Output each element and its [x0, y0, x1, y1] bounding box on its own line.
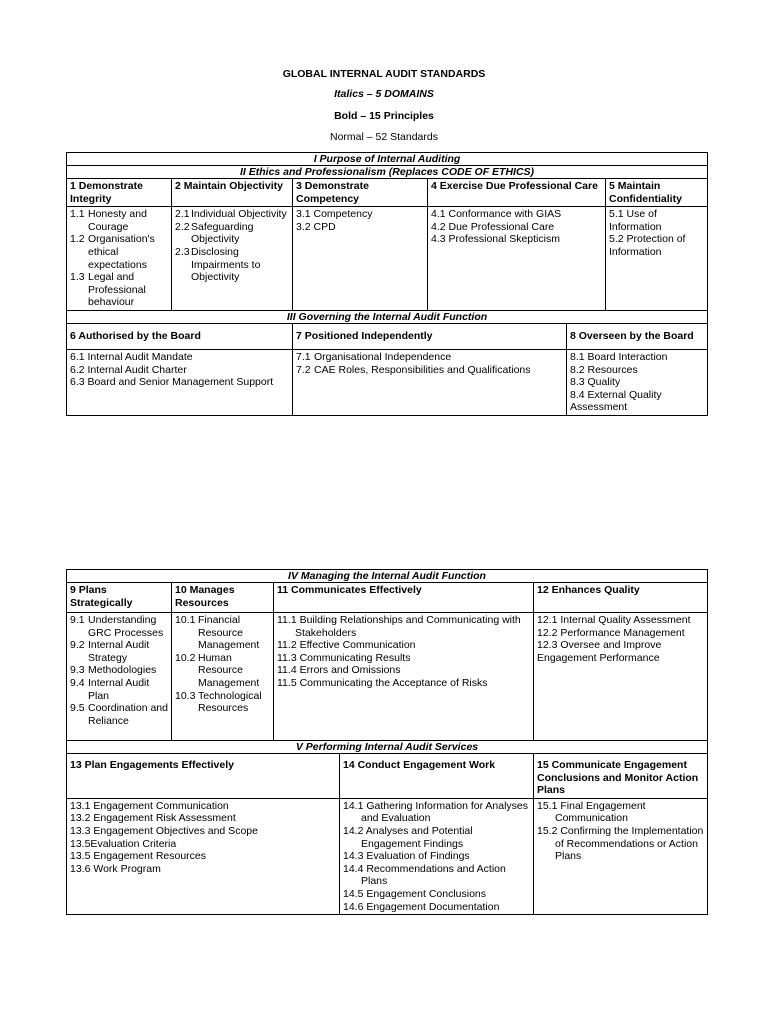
standard-item: 6.1 Internal Audit Mandate	[70, 350, 193, 363]
standards-14	[340, 798, 534, 914]
standard-item: 7.1 Organisational Independence	[296, 350, 452, 363]
principle-5: 5 Maintain Confidentiality	[606, 179, 708, 207]
standard-item: 13.6 Work Program	[70, 862, 161, 875]
standard-item: 8.3 Quality	[570, 376, 621, 389]
standard-item: 5.1 Use of Information	[609, 208, 662, 233]
principle-6: 6 Authorised by the Board	[67, 323, 293, 349]
page-title: GLOBAL INTERNAL AUDIT STANDARDS	[282, 68, 486, 80]
standards-9	[67, 613, 172, 741]
standard-item: 4.3 Professional Skepticism	[431, 233, 560, 246]
standard-item: 7.2 CAE Roles, Responsibilities and Qualifications	[296, 363, 531, 376]
standards-13	[67, 798, 340, 914]
principle-13: 13 Plan Engagements Effectively	[67, 754, 340, 799]
standard-item: 11.5 Communicating the Acceptance of Risks	[277, 676, 488, 689]
standard-item: 13.3 Engagement Objectives and Scope	[70, 824, 258, 837]
legend-principles: Bold – 15 Principles	[334, 110, 434, 122]
standard-item: 14.2 Analyses and Potential Engagement Findings	[343, 824, 473, 850]
standard-item: 14.6 Engagement Documentation	[343, 900, 500, 913]
principle-14: 14 Conduct Engagement Work	[340, 754, 534, 799]
standard-item: 12.1 Internal Quality Assessment	[537, 614, 691, 626]
domain-4: IV Managing the Internal Audit Function	[67, 570, 708, 583]
standards-3	[293, 207, 428, 311]
domain-3: III Governing the Internal Audit Function	[67, 310, 708, 323]
standards-5	[606, 207, 708, 311]
principle-2: 2 Maintain Objectivity	[172, 179, 293, 207]
domain-5: V Performing Internal Audit Services	[67, 741, 708, 754]
standard-item: 11.3 Communicating Results	[277, 651, 411, 664]
principle-10: 10 Manages Resources	[172, 583, 274, 613]
standard-item: 12.3 Oversee and Improve Engagement Performance	[537, 639, 662, 664]
standard-item: 10.1 Financial Resource Management	[175, 614, 260, 652]
standard-item: 1.2 Organisation's ethical expectations	[70, 233, 155, 271]
standard-item: 15.2 Confirming the Implementation of Recommendations or Action Plans	[537, 824, 704, 863]
standard-item: 13.5 Engagement Resources	[70, 850, 207, 863]
domain-2: II Ethics and Professionalism (Replaces CODE OF ETHICS)	[67, 166, 708, 179]
principle-8: 8 Overseen by the Board	[567, 323, 708, 349]
standard-item: 3.2 CPD	[296, 220, 336, 233]
standards-10	[172, 613, 274, 741]
standards-1	[67, 207, 172, 311]
principle-11: 11 Communicates Effectively	[274, 583, 534, 613]
principle-1: 1 Demonstrate Integrity	[67, 179, 172, 207]
legend-domains: Italics – 5 DOMAINS	[334, 88, 434, 100]
principle-12: 12 Enhances Quality	[534, 583, 708, 613]
standard-item: 15.1 Final Engagement Communication	[537, 799, 646, 825]
standard-item: 9.2 Internal Audit Strategy	[70, 639, 150, 664]
standard-item: 14.3 Evaluation of Findings	[343, 850, 470, 863]
standard-item: 14.5 Engagement Conclusions	[343, 887, 487, 900]
standard-item: 6.3 Board and Senior Management Support	[70, 376, 274, 389]
standard-item: 10.2 Human Resource Management	[175, 651, 260, 689]
standards-7	[293, 349, 567, 415]
standard-item: 14.4 Recommendations and Action Plans	[343, 862, 506, 888]
standards-4	[428, 207, 606, 311]
standard-item: 6.2 Internal Audit Charter	[70, 363, 187, 376]
standard-item: 14.1 Gathering Information for Analyses and Evaluation	[343, 799, 529, 825]
standard-item: 2.2 Safeguarding Objectivity	[175, 220, 254, 246]
standard-item: 5.2 Protection of Information	[609, 233, 686, 258]
standard-item: 10.3 Technological Resources	[175, 689, 262, 715]
standard-item: 13.1 Engagement Communication	[70, 799, 229, 812]
standards-11	[274, 613, 534, 741]
standards-12	[534, 613, 708, 741]
standards-8	[567, 349, 708, 415]
principle-4: 4 Exercise Due Professional Care	[428, 179, 606, 207]
principle-15: 15 Communicate Engagement Conclusions and Monitor Action Plans	[534, 754, 708, 799]
standard-item: 9.1 Understanding GRC Processes	[70, 614, 164, 639]
standard-item: 9.3 Methodologies	[70, 664, 157, 677]
standard-item: 11.4 Errors and Omissions	[277, 664, 401, 677]
standard-item: 9.5 Coordination and Reliance	[70, 702, 168, 727]
principle-3: 3 Demonstrate Competency	[293, 179, 428, 207]
standard-item: 2.3 Disclosing Impairments to Objectivity	[175, 245, 261, 284]
standard-item: 4.2 Due Professional Care	[431, 220, 555, 233]
standards-table-1	[66, 152, 708, 416]
standard-item: 9.4 Internal Audit Plan	[70, 676, 150, 702]
standard-item: 11.2 Effective Communication	[277, 639, 416, 652]
standard-item: 8.4 External Quality Assessment	[570, 388, 662, 414]
standards-6	[67, 349, 293, 415]
legend-standards: Normal – 52 Standards	[330, 131, 438, 143]
standard-item: 8.1 Board Interaction	[570, 350, 668, 363]
standard-item: 1.1 Honesty and Courage	[70, 208, 147, 233]
standard-item: 13.2 Engagement Risk Assessment	[70, 812, 236, 825]
standard-item: 1.3 Legal and Professional behaviour	[70, 271, 146, 309]
standards-2	[172, 207, 293, 311]
standard-item: 3.1 Competency	[296, 208, 373, 221]
standard-item: 2.1 Individual Objectivity	[175, 208, 287, 221]
standards-15	[534, 798, 708, 914]
standard-item: 11.1 Building Relationships and Communicating with Stakeholders	[277, 614, 521, 639]
standard-item: 8.2 Resources	[570, 363, 638, 376]
standard-item: 13.5Evaluation Criteria	[70, 837, 177, 850]
standard-item: 4.1 Conformance with GIAS	[431, 208, 562, 221]
principle-7: 7 Positioned Independently	[293, 323, 567, 349]
principle-9: 9 Plans Strategically	[67, 583, 172, 613]
domain-1: I Purpose of Internal Auditing	[67, 153, 708, 166]
standard-item: 12.2 Performance Management	[537, 626, 685, 639]
standards-table-2	[66, 569, 708, 915]
